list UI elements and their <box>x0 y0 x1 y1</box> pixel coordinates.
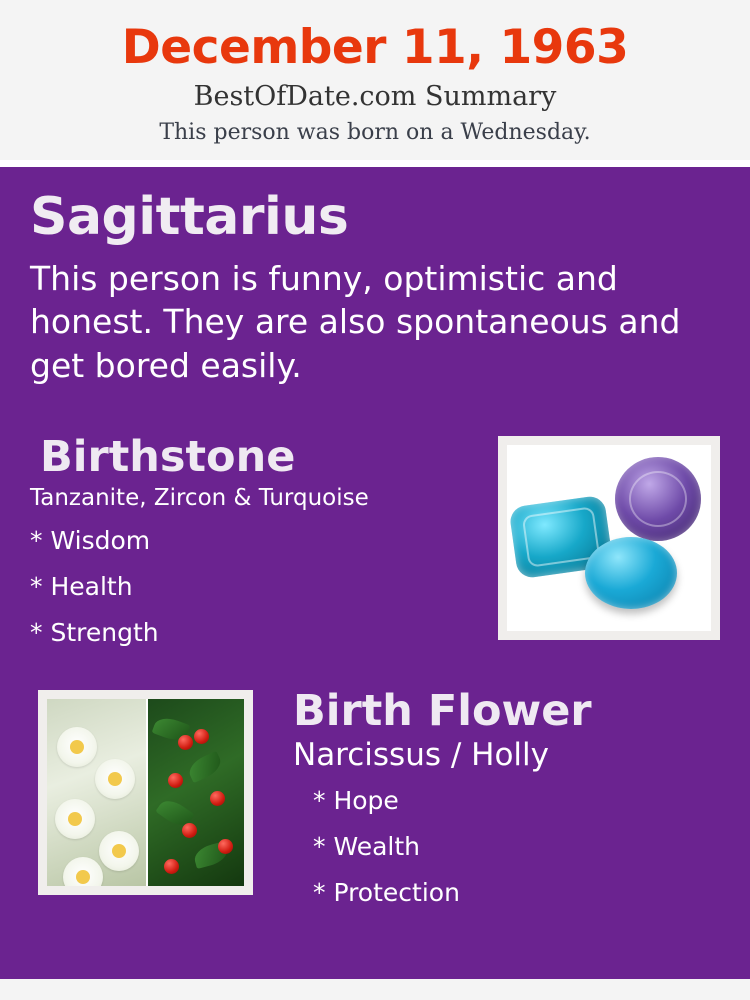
zodiac-description: This person is funny, optimistic and honest. They are also spontaneous and get bored easily. <box>30 258 681 386</box>
holly-leaf-icon <box>185 751 224 783</box>
holly-berry-icon <box>210 791 225 806</box>
header <box>0 0 750 160</box>
narcissus-bloom-icon <box>95 759 135 799</box>
birthstone-names: Tanzanite, Zircon & Turquoise <box>30 484 369 511</box>
holly-berry-icon <box>218 839 233 854</box>
holly-berry-icon <box>168 773 183 788</box>
list-item: * Strength <box>30 618 159 648</box>
birthstone-section <box>30 434 720 654</box>
holly-berry-icon <box>194 729 209 744</box>
gem-turquoise-icon <box>585 537 677 609</box>
birth-flower-names: Narcissus / Holly <box>293 736 550 773</box>
birth-flower-image-inner <box>47 699 244 886</box>
zodiac-sign-name: Sagittarius <box>30 187 349 248</box>
birth-flower-section <box>30 688 720 908</box>
birthstone-photo <box>498 436 720 640</box>
born-day-note: This person was born on a Wednesday. <box>159 120 591 146</box>
page-title-date: December 11, 1963 <box>121 20 629 75</box>
narcissus-bloom-icon <box>99 831 139 871</box>
birth-flower-traits-list <box>285 785 720 907</box>
narcissus-bloom-icon <box>57 727 97 767</box>
list-item: * Wealth <box>313 831 420 861</box>
header-divider <box>0 160 750 167</box>
holly-berry-icon <box>164 859 179 874</box>
holly-berry-icon <box>182 823 197 838</box>
birth-flower-title: Birth Flower <box>293 686 592 737</box>
holly-berry-icon <box>178 735 193 750</box>
birthstone-image-inner <box>507 445 711 631</box>
birth-flower-photo <box>38 690 253 895</box>
birthstone-title: Birthstone <box>40 432 296 483</box>
narcissus-bloom-icon <box>63 857 103 886</box>
holly-photo-half <box>146 699 245 886</box>
list-item: * Protection <box>313 877 460 907</box>
list-item: * Health <box>30 572 133 602</box>
main-panel <box>0 167 750 979</box>
birthstone-text-block <box>30 432 485 648</box>
narcissus-bloom-icon <box>55 799 95 839</box>
narcissus-photo-half <box>47 699 146 886</box>
birth-flower-text-block <box>285 688 720 905</box>
site-summary-label: BestOfDate.com Summary <box>193 80 557 112</box>
gem-tanzanite-icon <box>615 457 701 541</box>
birthstone-traits-list <box>30 526 485 648</box>
list-item: * Wisdom <box>30 526 151 556</box>
list-item: * Hope <box>313 785 399 815</box>
